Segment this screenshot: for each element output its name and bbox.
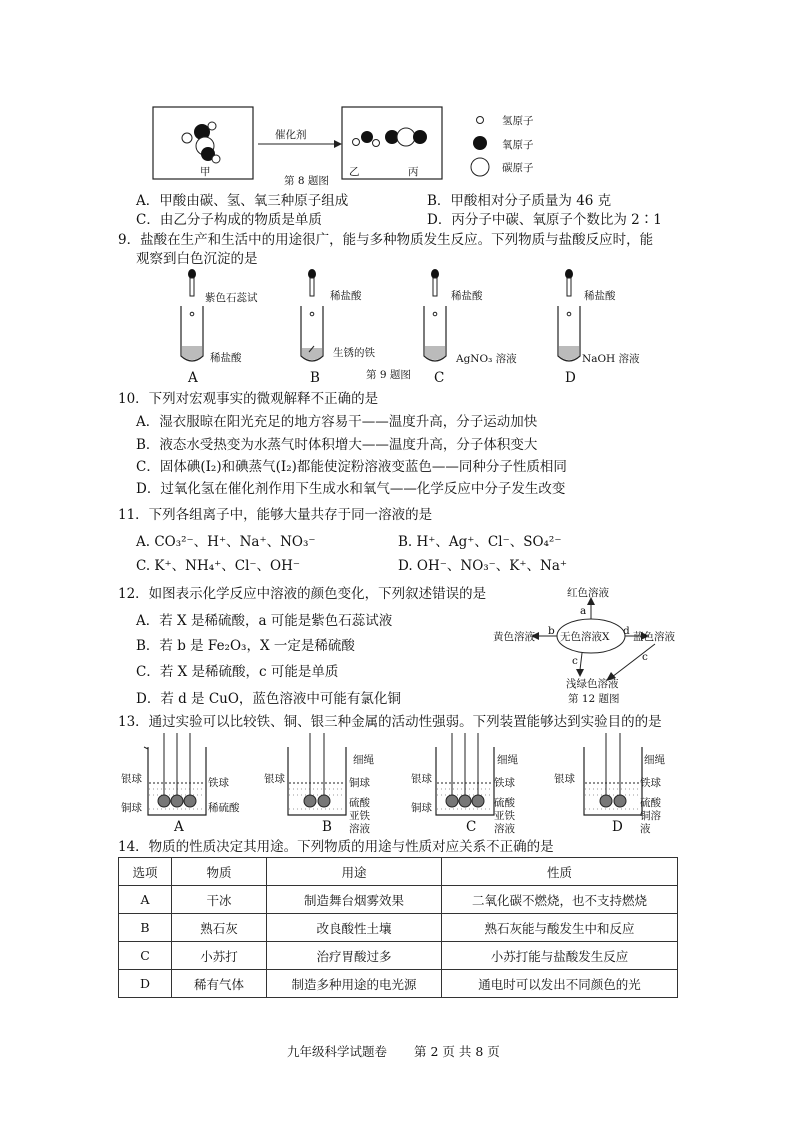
- q13-letter-b: B: [322, 819, 332, 835]
- q12-b-label: b: [548, 625, 555, 637]
- q9-c-bottom-label: AgNO₃ 溶液: [456, 353, 517, 365]
- table-cell: 治疗胃酸过多: [267, 942, 442, 970]
- table-header-cell: 物质: [172, 858, 267, 886]
- q9-letter-d: D: [565, 370, 576, 386]
- q12-bottom-label: 浅绿色溶液: [566, 678, 619, 690]
- q8-legend-carbon: 碳原子: [502, 162, 534, 174]
- table-cell: 稀有气体: [172, 970, 267, 998]
- q12-option-c: C．若 X 是稀硫酸，c 可能是单质: [136, 664, 339, 680]
- q11-option-c: C. K⁺、NH₄⁺、Cl⁻、OH⁻: [136, 558, 301, 574]
- q12-c2-label: c: [642, 651, 648, 663]
- q13-c-left-bottom: 铜球: [411, 802, 432, 814]
- q9-stem-line2: 观察到白色沉淀的是: [136, 251, 258, 267]
- q12-caption: 第 12 题图: [568, 693, 620, 705]
- q13-c-right-top: 铁球: [494, 777, 515, 789]
- q8-caption: 第 8 题图: [284, 175, 329, 187]
- q10-option-a: A．湿衣服晾在阳光充足的地方容易干——温度升高，分子运动加快: [136, 414, 538, 430]
- q13-d-right-bottom: 硫酸铜溶液: [640, 797, 661, 835]
- q13-b-right-bottom: 硫酸亚铁溶液: [349, 797, 370, 835]
- q13-b-rope: 细绳: [353, 754, 374, 766]
- q13-b-right-top: 铜球: [349, 777, 370, 789]
- q12-option-b: B．若 b 是 Fe₂O₃，X 一定是稀硫酸: [136, 638, 355, 654]
- q8-label-jia: 甲: [200, 166, 211, 178]
- table-cell: B: [119, 914, 172, 942]
- table-row: [119, 914, 678, 942]
- q14-table: [118, 857, 678, 998]
- q9-d-top-label: 稀盐酸: [584, 290, 616, 302]
- q12-option-a: A．若 X 是稀硫酸，a 可能是紫色石蕊试液: [136, 613, 393, 629]
- q9-a-bottom-label: 稀盐酸: [210, 352, 242, 364]
- q8-legend-hydrogen: 氢原子: [502, 115, 534, 127]
- q12-d-label: d: [623, 625, 630, 637]
- q13-letter-a: A: [174, 819, 184, 835]
- q9-caption: 第 9 题图: [366, 369, 411, 381]
- q12-left-label: 黄色溶液: [493, 631, 535, 643]
- table-row: [119, 942, 678, 970]
- table-cell: 通电时可以发出不同颜色的光: [442, 970, 678, 998]
- table-cell: 熟石灰: [172, 914, 267, 942]
- table-cell: 熟石灰能与酸发生中和反应: [442, 914, 678, 942]
- q9-letter-a: A: [188, 370, 198, 386]
- q10-option-d: D．过氧化氢在催化剂作用下生成水和氧气——化学反应中分子发生改变: [136, 481, 566, 497]
- q9-c-top-label: 稀盐酸: [451, 290, 483, 302]
- q8-label-yi: 乙: [349, 166, 360, 178]
- table-cell: 小苏打能与盐酸发生反应: [442, 942, 678, 970]
- table-cell: 制造多种用途的电光源: [267, 970, 442, 998]
- q9-a-top-label: 紫色石蕊试: [205, 292, 258, 304]
- table-header-cell: 性质: [442, 858, 678, 886]
- q13-letter-d: D: [612, 819, 623, 835]
- q13-d-left-top: 银球: [554, 773, 575, 785]
- footer-page-number: 第 2 页 共 8 页: [414, 1044, 500, 1059]
- q10-stem: 10．下列对宏观事实的微观解释不正确的是: [118, 391, 379, 407]
- q8-option-c: C．由乙分子构成的物质是单质: [136, 212, 322, 228]
- q13-stem: 13．通过实验可以比较铁、铜、银三种金属的活动性强弱。下列装置能够达到实验目的的是: [118, 714, 662, 730]
- q13-d-right-top: 铁球: [640, 777, 661, 789]
- table-cell: 干冰: [172, 886, 267, 914]
- q14-stem: 14．物质的性质决定其用途。下列物质的用途与性质对应关系不正确的是: [118, 839, 554, 855]
- q12-stem: 12．如图表示化学反应中溶液的颜色变化，下列叙述错误的是: [118, 586, 487, 602]
- table-row: [119, 886, 678, 914]
- table-cell: 制造舞台烟雾效果: [267, 886, 442, 914]
- q9-b-bottom-label: 生锈的铁: [333, 347, 375, 359]
- q10-option-c: C．固体碘(I₂)和碘蒸气(I₂)都能使淀粉溶液变蓝色——同种分子性质相同: [136, 459, 567, 475]
- q9-letter-c: C: [434, 370, 445, 386]
- table-cell: 小苏打: [172, 942, 267, 970]
- q11-stem: 11．下列各组离子中，能够大量共存于同一溶液的是: [118, 507, 433, 523]
- q12-right-label: 蓝色溶液: [633, 631, 675, 643]
- footer-title: 九年级科学试题卷: [287, 1044, 388, 1059]
- q12-option-d: D．若 d 是 CuO，蓝色溶液中可能有氯化铜: [136, 691, 401, 707]
- q8-option-d: D．丙分子中碳、氧原子个数比为 2∶1: [427, 212, 662, 228]
- table-header-cell: 选项: [119, 858, 172, 886]
- q10-option-b: B．液态水受热变为水蒸气时体积增大——温度升高，分子体积变大: [136, 437, 538, 453]
- q13-a-right-top: 铁球: [208, 777, 229, 789]
- q13-a-left-bottom: 铜球: [121, 802, 142, 814]
- q13-c-rope: 细绳: [497, 754, 518, 766]
- q8-option-a: A．甲酸由碳、氢、氧三种原子组成: [136, 193, 349, 209]
- q13-letter-c: C: [466, 819, 477, 835]
- q9-b-top-label: 稀盐酸: [330, 290, 362, 302]
- table-cell: A: [119, 886, 172, 914]
- q11-option-d: D. OH⁻、NO₃⁻、K⁺、Na⁺: [398, 558, 568, 574]
- q9-stem-line1: 9．盐酸在生产和生活中的用途很广，能与多种物质发生反应。下列物质与盐酸反应时，能: [118, 232, 654, 248]
- q13-c-right-bottom: 硫酸亚铁溶液: [494, 797, 515, 835]
- table-header-row: [119, 858, 678, 886]
- q8-option-b: B．甲酸相对分子质量为 46 克: [427, 193, 612, 209]
- q8-label-bing: 丙: [408, 166, 419, 178]
- q9-letter-b: B: [310, 370, 320, 386]
- table-cell: C: [119, 942, 172, 970]
- table-cell: D: [119, 970, 172, 998]
- q8-figure: [150, 104, 610, 184]
- q13-c-left-top: 银球: [411, 773, 432, 785]
- table-header-cell: 用途: [267, 858, 442, 886]
- q13-b-left-top: 银球: [264, 773, 285, 785]
- table-row: [119, 970, 678, 998]
- q12-top-label: 红色溶液: [567, 587, 609, 599]
- q9-d-bottom-label: NaOH 溶液: [582, 353, 640, 365]
- q13-a-left-top: 银球: [121, 773, 142, 785]
- q13-d-rope: 细绳: [644, 754, 665, 766]
- q11-option-a: A. CO₃²⁻、H⁺、Na⁺、NO₃⁻: [136, 534, 316, 550]
- q13-a-right-bottom: 稀硫酸: [208, 802, 240, 814]
- q11-option-b: B. H⁺、Ag⁺、Cl⁻、SO₄²⁻: [398, 534, 562, 550]
- q12-c1-label: c: [572, 655, 578, 667]
- q8-legend-oxygen: 氧原子: [502, 139, 534, 151]
- q12-center-label: 无色溶液X: [560, 631, 610, 643]
- table-cell: 改良酸性土壤: [267, 914, 442, 942]
- q8-catalyst-label: 催化剂: [275, 129, 307, 141]
- table-cell: 二氧化碳不燃烧，也不支持燃烧: [442, 886, 678, 914]
- q12-a-label: a: [580, 605, 587, 617]
